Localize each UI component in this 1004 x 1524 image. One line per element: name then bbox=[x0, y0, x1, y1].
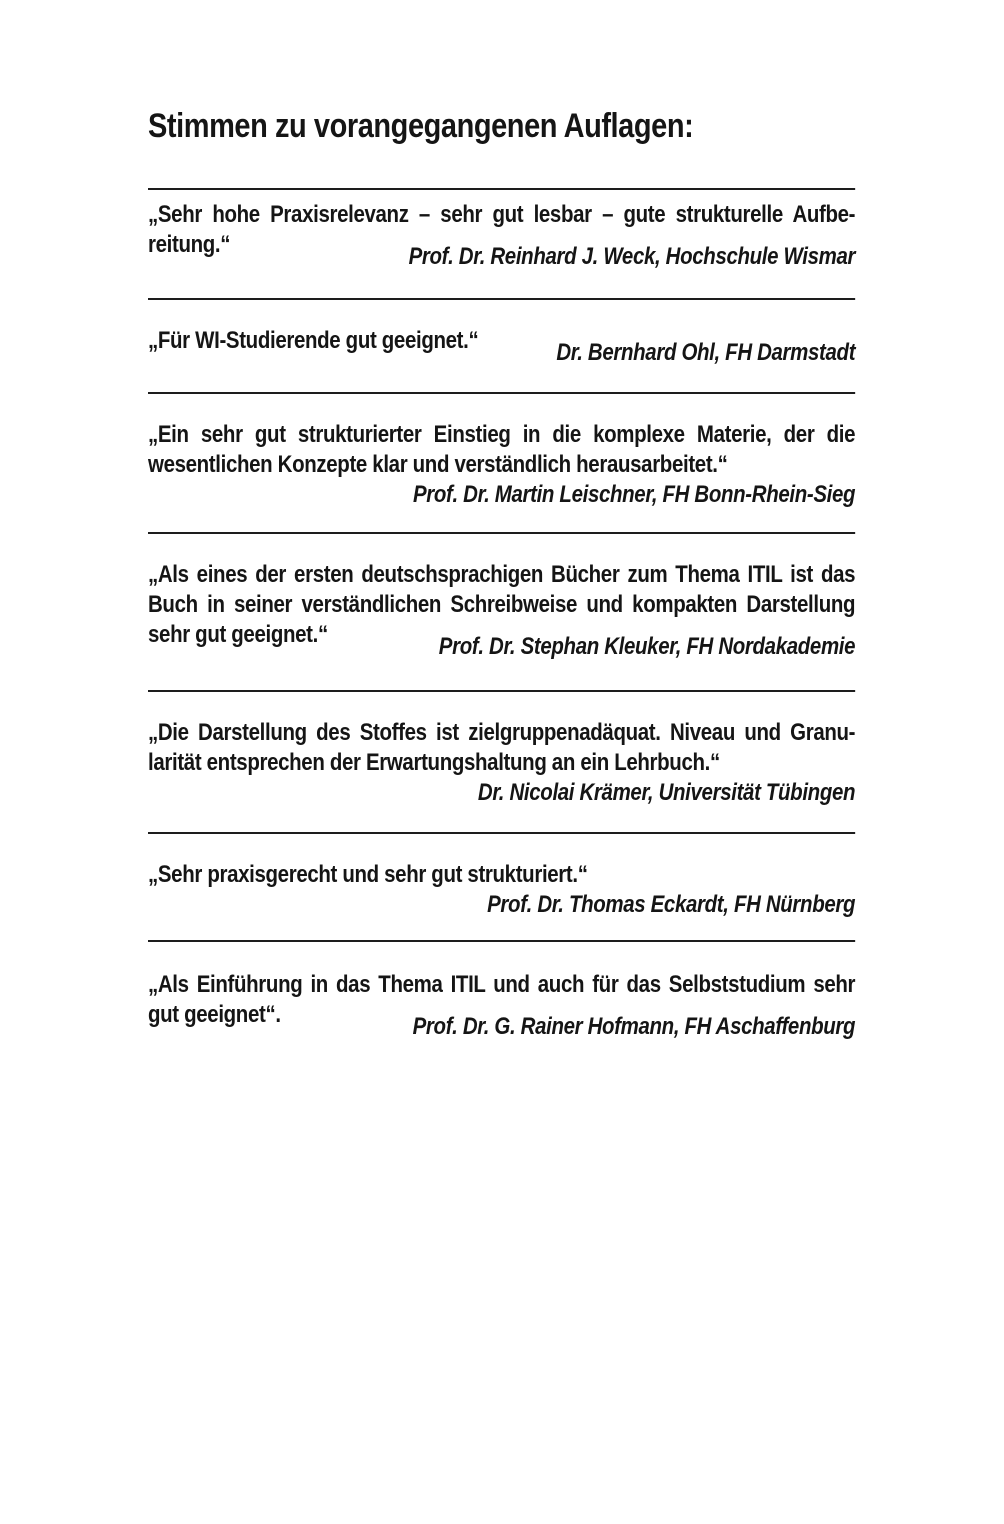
quote-attribution-line bbox=[148, 778, 855, 808]
quote-attribution: Prof. Dr. G. Rainer Hofmann, FH Aschaffenburg bbox=[412, 1013, 856, 1040]
quote-tail-row bbox=[148, 326, 855, 372]
text-column bbox=[148, 106, 855, 1046]
quote-attribution: Prof. Dr. Reinhard J. Weck, Hochschule Wismar bbox=[408, 243, 856, 270]
quote-tail-row bbox=[148, 1000, 855, 1046]
quote-block bbox=[148, 200, 855, 276]
separator-line bbox=[148, 832, 855, 834]
quote-text-line: „Für WI-Studierende gut geeignet.“ bbox=[148, 327, 479, 354]
quote-text-line: „Als eines der ersten deutschsprachigen Bücher zum Thema ITIL ist das bbox=[148, 561, 856, 588]
quote-attribution-line bbox=[148, 890, 855, 920]
quote-text-line: gut geeignet“. bbox=[148, 1001, 281, 1028]
quote-attribution: Prof. Dr. Martin Leischner, FH Bonn-Rhein-Sieg bbox=[412, 481, 856, 508]
quote-text-line: „Als Einführung in das Thema ITIL und auch für das Selbststudium sehr bbox=[148, 971, 856, 998]
quote-text-line: Buch in seiner verständlichen Schreibweise und kompakten Darstellung bbox=[148, 591, 856, 618]
quote-attribution-line bbox=[148, 480, 855, 510]
separator-line bbox=[148, 532, 855, 534]
quote-tail-row bbox=[148, 620, 855, 666]
book-page bbox=[0, 106, 1004, 1524]
separator-line bbox=[148, 298, 855, 300]
quote-text-line: „Sehr hohe Praxisrelevanz – sehr gut lesbar – gute strukturelle Aufbe- bbox=[148, 201, 856, 228]
separator-line bbox=[148, 188, 855, 190]
quote-text-line: reitung.“ bbox=[148, 231, 231, 258]
quote-text-line: sehr gut geeignet.“ bbox=[148, 621, 328, 648]
quote-block bbox=[148, 970, 855, 1046]
quote-block bbox=[148, 420, 855, 510]
separator-line bbox=[148, 690, 855, 692]
quote-block bbox=[148, 326, 855, 372]
separator-line bbox=[148, 392, 855, 394]
quote-text-line: „Die Darstellung des Stoffes ist zielgruppenadäquat. Niveau und Granu- bbox=[148, 719, 856, 746]
quote-text-line: larität entsprechen der Erwartungshaltung an ein Lehrbuch.“ bbox=[148, 749, 720, 776]
quote-attribution: Dr. Nicolai Krämer, Universität Tübingen bbox=[477, 779, 856, 806]
quote-text-line: „Ein sehr gut strukturierter Einstieg in die komplexe Materie, der die bbox=[148, 421, 856, 448]
quote-tail-row bbox=[148, 230, 855, 276]
quote-text-line: „Sehr praxisgerecht und sehr gut strukturiert.“ bbox=[148, 861, 588, 888]
page-title: Stimmen zu vorangegangenen Auflagen: bbox=[148, 107, 694, 145]
quote-text-line: wesentlichen Konzepte klar und verständlich herausarbeitet.“ bbox=[148, 451, 728, 478]
quote-attribution: Dr. Bernhard Ohl, FH Darmstadt bbox=[556, 339, 856, 366]
quote-block bbox=[148, 860, 855, 920]
quote-attribution: Prof. Dr. Thomas Eckardt, FH Nürnberg bbox=[487, 891, 856, 918]
quote-block bbox=[148, 718, 855, 808]
quote-block bbox=[148, 560, 855, 666]
separator-line bbox=[148, 940, 855, 942]
quote-attribution: Prof. Dr. Stephan Kleuker, FH Nordakademie bbox=[438, 633, 856, 660]
